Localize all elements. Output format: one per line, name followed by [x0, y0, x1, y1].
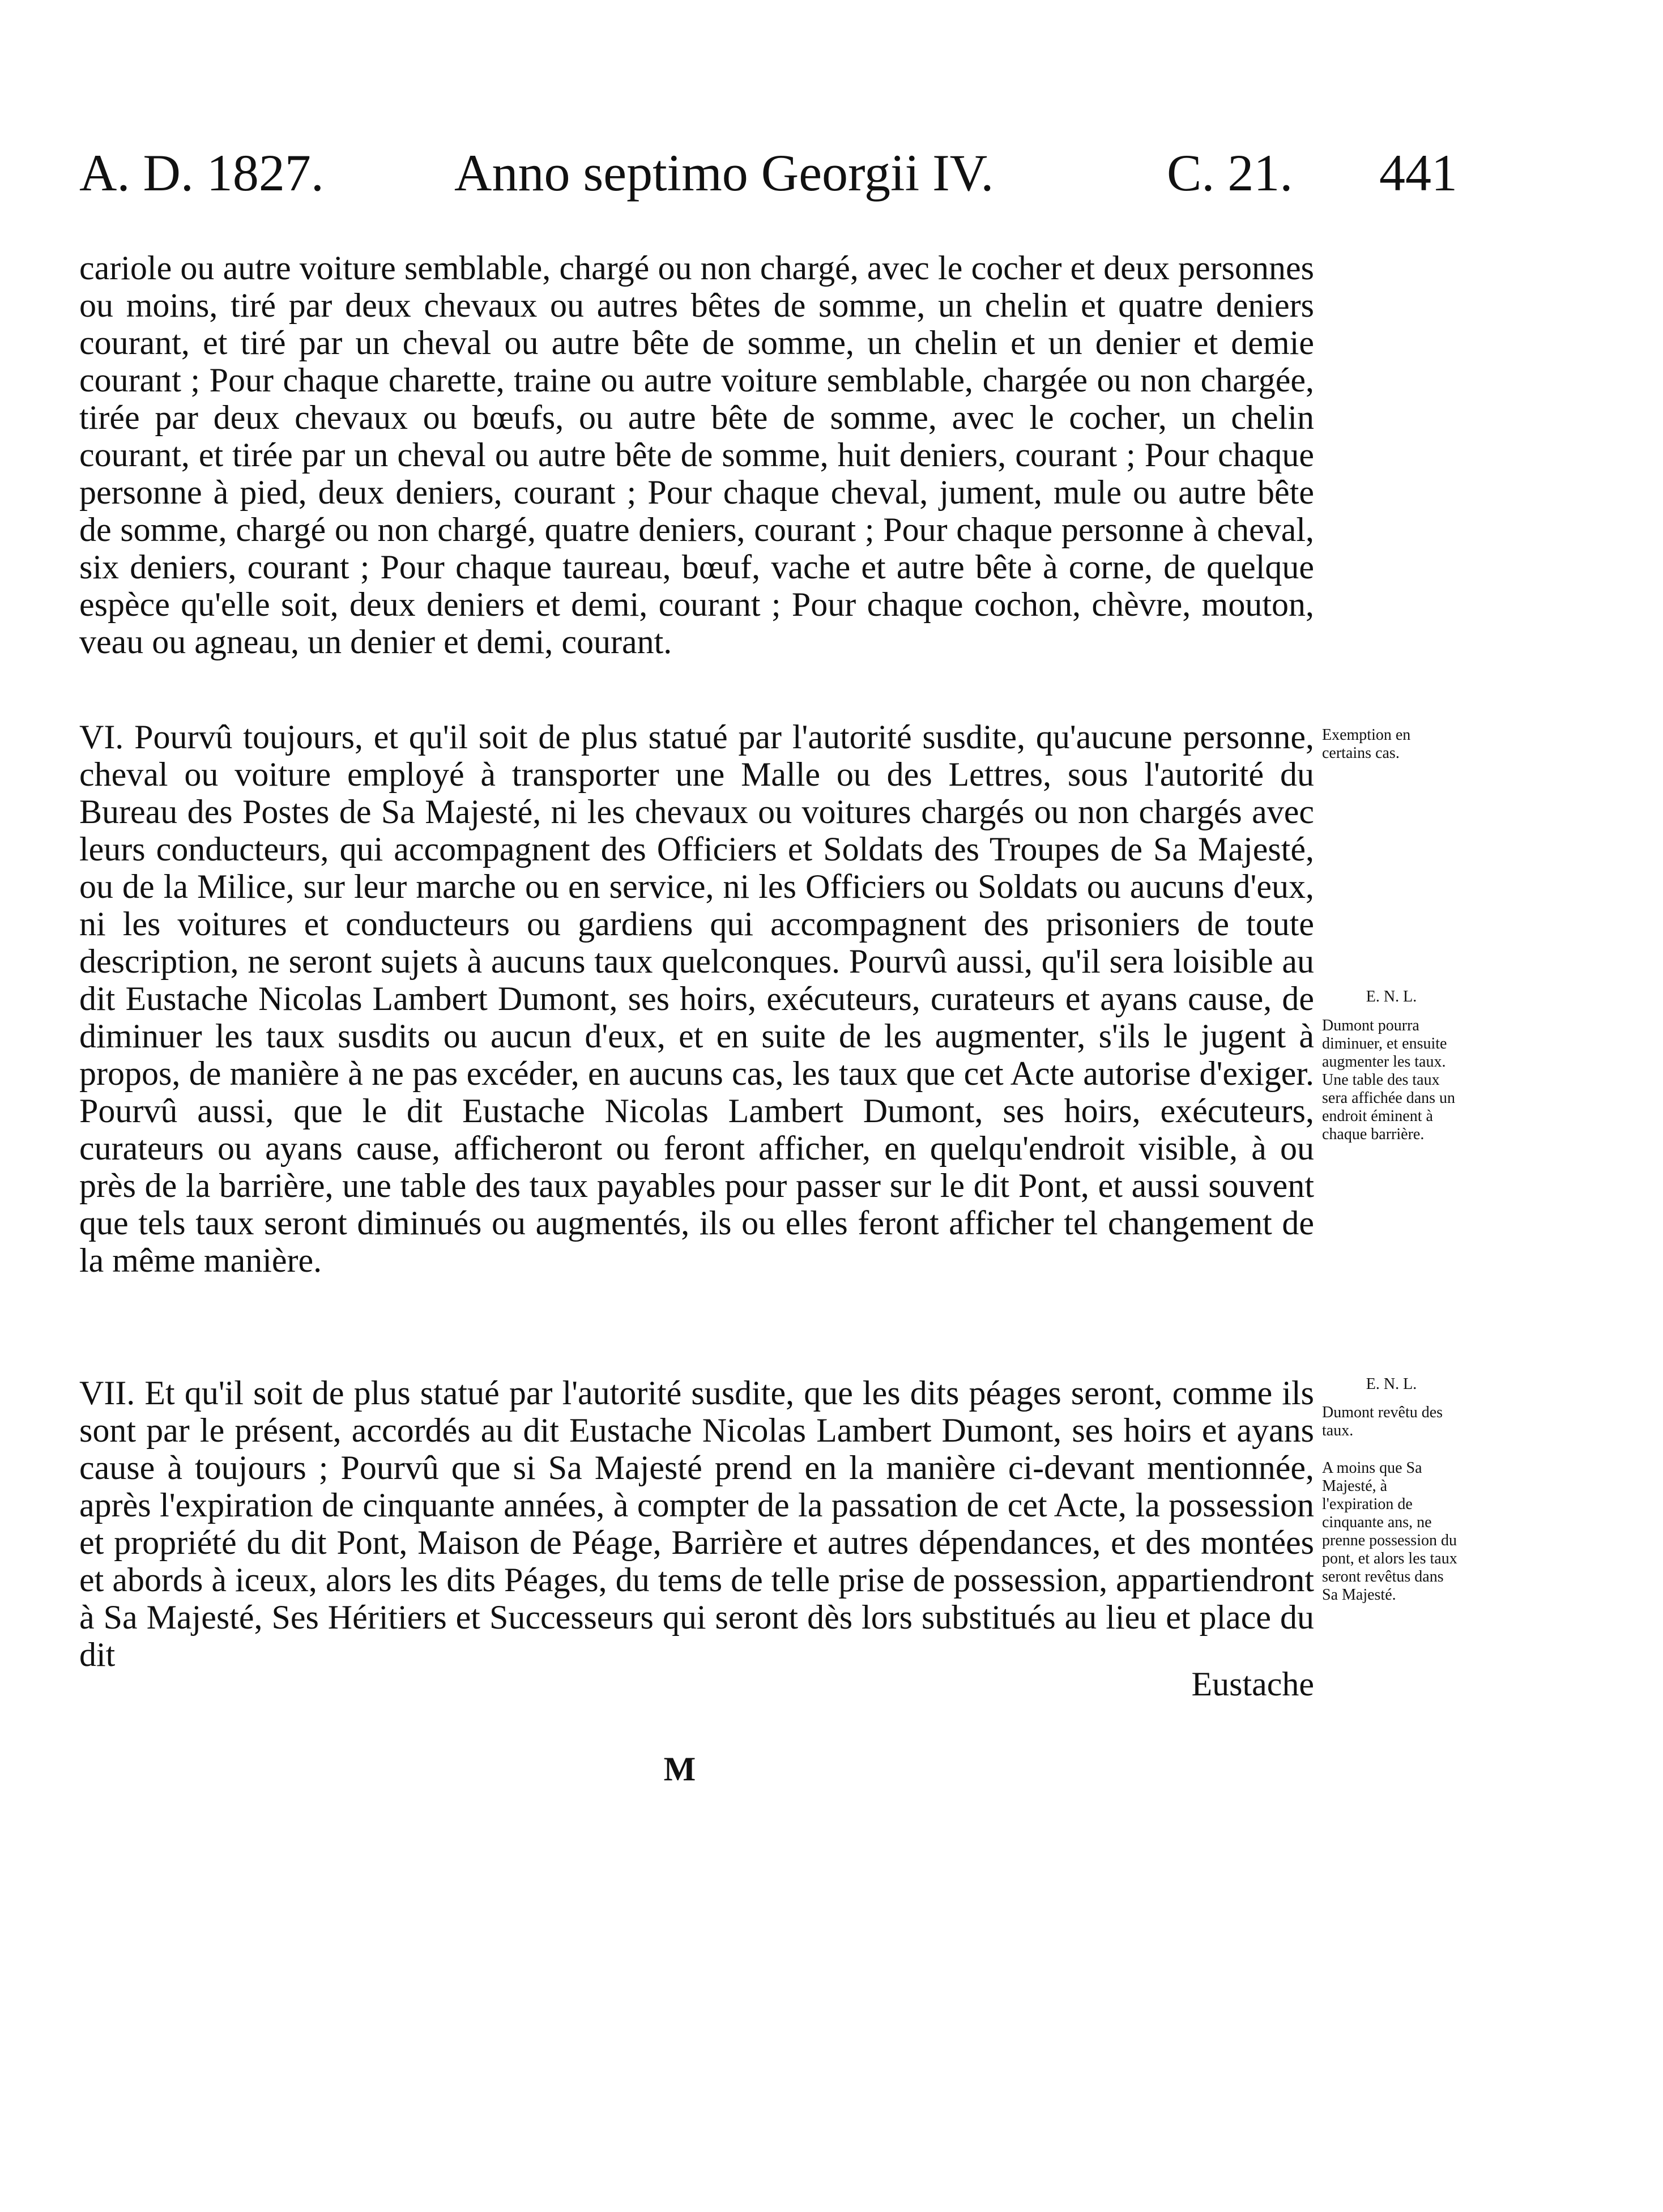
- marginal-note-text: A moins que Sa Majesté, à l'expiration de cinquante ans, ne prenne possession du pont, et alors les taux seront revêtus dans Sa Majesté.: [1322, 1459, 1457, 1604]
- paragraph-text: VII. Et qu'il soit de plus statué par l'autorité susdite, que les dits péages seront, comme ils sont par le présent, accordés au dit Eustache Nicolas Lambert Dumont, ses hoirs et ayans cause à toujours ; Pourvû que si Sa Majesté prend en la manière ci-devant mentionnée, après l'expiration de cinquante années, à compter de la passation de cet Acte, la possession et propriété du dit Pont, Maison de Péage, Barrière et autres dépendances, et des montées et abords à iceux, alors les dits Péages, du tems de telle prise de possession, appartiendront à Sa Majesté, Ses Héritiers et Successeurs qui seront dès lors substitués au lieu et place du dit: [79, 1374, 1314, 1673]
- marginal-note-text: Exemption en certains cas.: [1322, 726, 1411, 762]
- marginal-note-text: E. N. L.: [1366, 988, 1417, 1005]
- page-number: 441: [1379, 144, 1457, 202]
- header-title: Anno septimo Georgii IV.: [454, 144, 994, 202]
- marginal-note-text: E. N. L.: [1366, 1375, 1417, 1393]
- paragraph-section-vi: [79, 718, 1314, 1279]
- marginal-note-exemption: [1322, 726, 1461, 762]
- paragraph-text: VI. Pourvû toujours, et qu'il soit de plus statué par l'autorité susdite, qu'aucune personne, cheval ou voiture employé à transporter une Malle ou des Lettres, sous l'autorité du Bureau des Postes de Sa Majesté, ni les chevaux ou voitures chargés ou non chargés avec leurs conducteurs, qui accompagnent des Officiers et Soldats des Troupes de Sa Majesté, ou de la Milice, sur leur marche ou en service, ni les Officiers ou Soldats ou aucuns d'eux, ni les voitures et conducteurs ou gardiens qui accompagnent des prisoniers de toute description, ne seront sujets à aucuns taux quelconques. Pourvû aussi, qu'il sera loisible au dit Eustache Nicolas Lambert Dumont, ses hoirs, exécuteurs, curateurs et ayans cause, de diminuer les taux susdits ou aucun d'eux, et en suite de les augmenter, s'ils le jugent à propos, de manière à ne pas excéder, en aucuns cas, les taux que cet Acte autorise d'exiger. Pourvû aussi, que le dit Eustache Nicolas Lambert Dumont, ses hoirs, exécuteurs, curateurs ou ayans cause, afficheront ou feront afficher, en quelqu'endroit visible, à ou près de la barrière, une table des taux payables pour passer sur le dit Pont, et aussi souvent que tels taux seront diminués ou augmentés, ils ou elles feront afficher tel changement de la même manière.: [79, 718, 1314, 1279]
- marginal-note-text: Dumont pourra diminuer, et ensuite augmenter les taux. Une table des taux sera affichée dans un endroit éminent à chaque barrière.: [1322, 1017, 1456, 1143]
- signature-mark: M: [663, 1750, 696, 1788]
- marginal-note-a-moins: [1322, 1459, 1461, 1604]
- marginal-note-dumont-rates: [1322, 1017, 1461, 1144]
- catchword: Eustache: [1191, 1665, 1314, 1703]
- marginal-note-initials: [1322, 1375, 1461, 1393]
- marginal-note-dumont-vested: [1322, 1404, 1461, 1440]
- running-header: [79, 142, 1473, 204]
- header-chapter: C. 21.: [1167, 144, 1293, 202]
- paragraph-section-vii: [79, 1374, 1314, 1673]
- paragraph-text: cariole ou autre voiture semblable, chargé ou non chargé, avec le cocher et deux personnes ou moins, tiré par deux chevaux ou autres bêtes de somme, un chelin et quatre deniers courant, et tiré par un cheval ou autre bête de somme, un chelin et un denier et demie courant ; Pour chaque charette, traine ou autre voiture semblable, chargée ou non chargée, tirée par deux chevaux ou bœufs, ou autre bête de somme, avec le cocher, un chelin courant, et tirée par un cheval ou autre bête de somme, huit deniers, courant ; Pour chaque personne à pied, deux deniers, courant ; Pour chaque cheval, jument, mule ou autre bête de somme, chargé ou non chargé, quatre deniers, courant ; Pour chaque personne à cheval, six deniers, courant ; Pour chaque taureau, bœuf, vache et autre bête à corne, de quelque espèce qu'elle soit, deux deniers et demi, courant ; Pour chaque cochon, chèvre, mouton, veau ou agneau, un denier et demi, courant.: [79, 249, 1314, 660]
- header-year: A. D. 1827.: [79, 144, 324, 202]
- marginal-note-initials: [1322, 988, 1461, 1006]
- marginal-note-text: Dumont revêtu des taux.: [1322, 1404, 1443, 1439]
- paragraph-continuation: [79, 249, 1314, 660]
